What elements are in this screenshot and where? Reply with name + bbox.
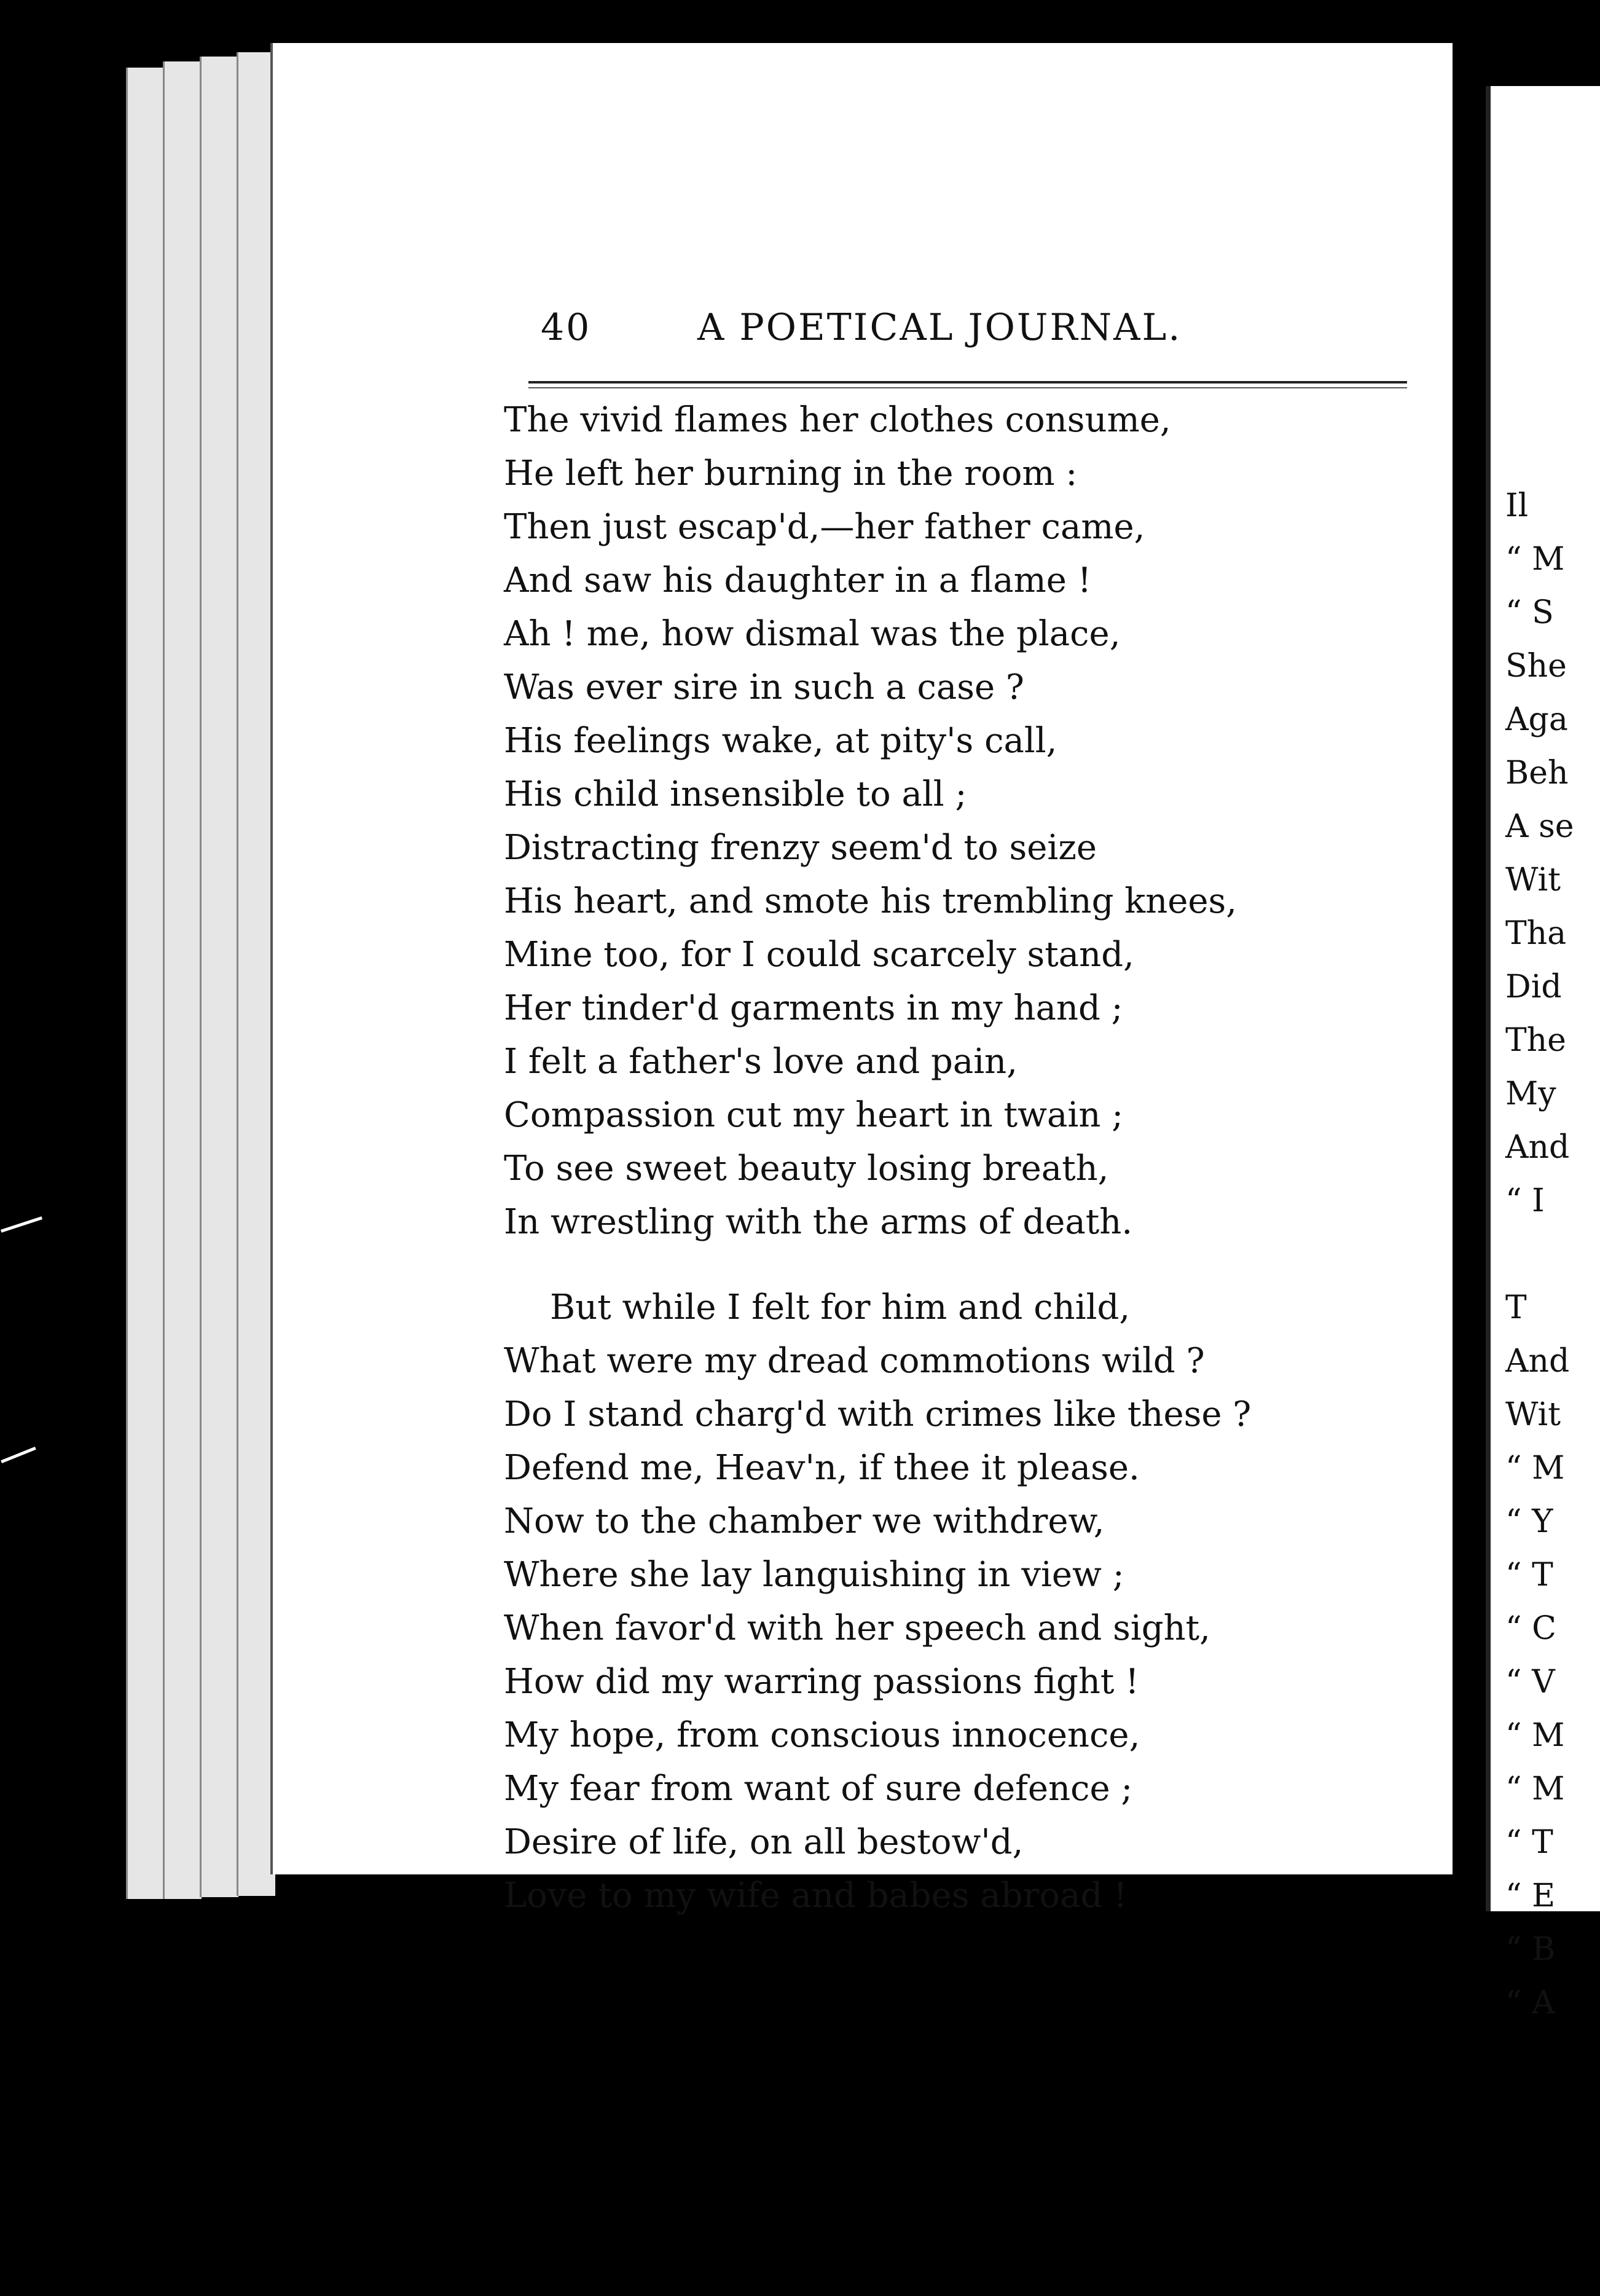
running-head <box>541 295 1401 363</box>
facing-page-text <box>1505 479 1574 2030</box>
facing-line: “ I <box>1505 1182 1545 1219</box>
page-stack-edge <box>163 61 202 1899</box>
poem-line: Compassion cut my heart in twain ; <box>504 1095 1124 1135</box>
page-stack-edge <box>126 68 165 1899</box>
stanza-1 <box>504 393 1425 1249</box>
facing-line: Aga <box>1505 701 1568 738</box>
facing-line: “ M <box>1505 1450 1565 1487</box>
facing-line: Il <box>1505 487 1529 524</box>
poem-line: Where she lay languishing in view ; <box>504 1555 1124 1595</box>
poem-line: Ah ! me, how dismal was the place, <box>504 614 1121 654</box>
running-title: A POETICAL JOURNAL. <box>697 306 1182 349</box>
poem-line: He left her burning in the room : <box>504 454 1078 493</box>
facing-line: Wit <box>1505 1396 1561 1433</box>
poem-line: My hope, from conscious innocence, <box>504 1715 1140 1755</box>
facing-line: “ M <box>1505 541 1565 578</box>
poem-line: Now to the chamber we withdrew, <box>504 1501 1105 1541</box>
facing-page <box>1486 86 1600 2021</box>
facing-line: “ T <box>1505 1824 1553 1861</box>
page-stack-edge <box>237 52 275 1896</box>
facing-line: “ Y <box>1505 1503 1553 1540</box>
facing-line: And <box>1505 1343 1570 1380</box>
facing-line <box>1505 1228 1574 1281</box>
facing-line: “ M <box>1505 1717 1565 1754</box>
facing-line: “ M <box>1505 1771 1565 1807</box>
poem-line: In wrestling with the arms of death. <box>504 1202 1133 1242</box>
poem-line: The vivid flames her clothes consume, <box>504 400 1171 440</box>
poem-line: What were my dread commotions wild ? <box>504 1341 1205 1381</box>
facing-line: My <box>1505 1075 1556 1112</box>
facing-line: Did <box>1505 969 1562 1005</box>
facing-line: “ S <box>1505 594 1554 631</box>
poem-line: Was ever sire in such a case ? <box>504 667 1024 707</box>
facing-line: “ V <box>1505 1664 1555 1700</box>
facing-line: A se <box>1505 808 1574 845</box>
poem-line: Desire of life, on all bestow'd, <box>504 1822 1024 1862</box>
poem-line: And saw his daughter in a flame ! <box>504 560 1092 600</box>
poem-text <box>504 393 1425 1922</box>
header-rule-thin <box>528 387 1407 388</box>
facing-line: “ C <box>1505 1610 1556 1647</box>
edge-mark <box>1 1216 42 1232</box>
edge-mark <box>1 1447 36 1463</box>
header-rule <box>528 381 1407 383</box>
poem-line: But while I felt for him and child, <box>550 1288 1131 1327</box>
facing-line: “ T <box>1505 1557 1553 1594</box>
poem-line: Distracting frenzy seem'd to seize <box>504 828 1097 868</box>
page-number: 40 <box>541 306 592 349</box>
poem-line: My fear from want of sure defence ; <box>504 1769 1133 1809</box>
facing-line: The <box>1505 1022 1566 1059</box>
poem-line: Her tinder'd garments in my hand ; <box>504 988 1123 1028</box>
stanza-2 <box>504 1281 1425 1922</box>
facing-line: She <box>1505 648 1567 685</box>
stanza-break <box>504 1249 1425 1281</box>
page-stack-edge <box>200 57 238 1897</box>
facing-line: Beh <box>1505 755 1569 792</box>
facing-line: “ A <box>1505 1984 1555 2021</box>
facing-line: “ E <box>1505 1877 1556 1914</box>
poem-line: How did my warring passions fight ! <box>504 1662 1139 1702</box>
facing-line: Tha <box>1505 915 1567 952</box>
facing-line: T <box>1505 1289 1527 1326</box>
poem-line: Defend me, Heav'n, if thee it please. <box>504 1448 1140 1488</box>
facing-line: And <box>1505 1129 1570 1166</box>
poem-line: His child insensible to all ; <box>504 774 967 814</box>
facing-line: Wit <box>1505 862 1561 898</box>
poem-line: Then just escap'd,—her father came, <box>504 507 1145 547</box>
poem-line: His feelings wake, at pity's call, <box>504 721 1057 761</box>
poem-line: His heart, and smote his trembling knees, <box>504 881 1237 921</box>
poem-line: When favor'd with her speech and sight, <box>504 1608 1210 1648</box>
poem-line: Love to my wife and babes abroad ! <box>504 1876 1127 1916</box>
poem-line: To see sweet beauty losing breath, <box>504 1149 1109 1189</box>
poem-line: Do I stand charg'd with crimes like these ? <box>504 1394 1252 1434</box>
facing-line: “ B <box>1505 1931 1556 1968</box>
poem-line: Mine too, for I could scarcely stand, <box>504 935 1134 975</box>
poem-line: I felt a father's love and pain, <box>504 1042 1018 1082</box>
